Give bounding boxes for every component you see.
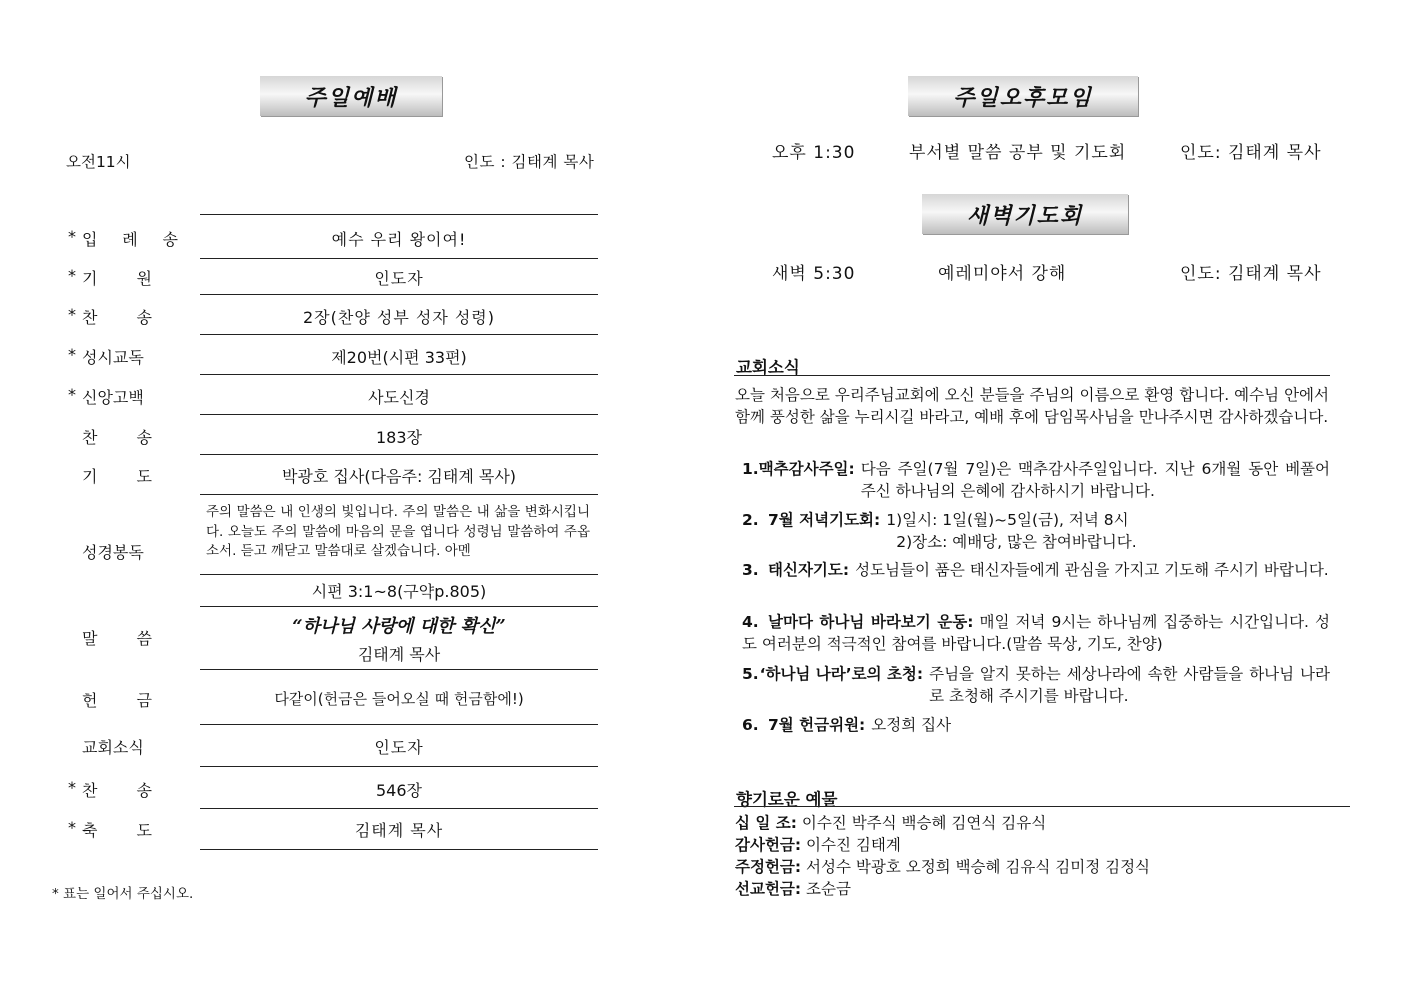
- dawn-time: 새벽 5:30: [772, 264, 856, 284]
- news-item-title: 7월 헌금위원:: [768, 716, 866, 734]
- order-value: 183장: [376, 428, 422, 447]
- row-divider: [200, 849, 598, 850]
- row-divider: [200, 414, 598, 415]
- order-label-text: 축 도: [82, 821, 152, 840]
- standing-footnote: * 표는 일어서 주십시오.: [52, 886, 194, 902]
- row-divider: [200, 606, 598, 607]
- news-item: [742, 611, 1330, 655]
- order-label-text: 교회소식: [82, 738, 144, 757]
- offering-row: 선교헌금: 조순금: [735, 880, 851, 898]
- order-label-text: 찬 송: [82, 781, 152, 800]
- standing-mark: *: [68, 345, 76, 364]
- sermon-preacher: 김태계 목사: [357, 645, 441, 664]
- order-label-text: 기 도: [82, 467, 152, 486]
- dawn-desc: 예레미야서 강해: [938, 264, 1067, 284]
- news-item-text: 1)일시: 1일(월)~5일(금), 저녁 8시 2)장소: 예배당, 많은 참여바랍니다.: [886, 511, 1137, 551]
- row-divider: [200, 214, 598, 215]
- dawn-prayer-banner: 새벽기도회: [922, 194, 1128, 234]
- standing-mark: *: [68, 385, 76, 404]
- order-label-text: 성시교독: [82, 348, 144, 367]
- news-item-number: 2.: [742, 511, 759, 529]
- order-label-text: 성경봉독: [82, 543, 144, 562]
- order-label-text: 신앙고백: [82, 388, 144, 407]
- news-item-text: 다음 주일(7월 7일)은 맥추감사주일입니다. 지난 6개월 동안 베풀어 주신 하나님의 은혜에 감사하시기 바랍니다.: [860, 460, 1330, 500]
- news-item-text: 성도님들이 품은 태신자들에게 관심을 가지고 기도해 주시기 바랍니다.: [855, 561, 1329, 579]
- afternoon-desc: 부서별 말씀 공부 및 기도회: [909, 143, 1127, 163]
- news-title-rule: [734, 375, 1330, 376]
- order-value: 546장: [376, 781, 422, 800]
- afternoon-time: 오후 1:30: [772, 143, 856, 163]
- news-item-number: 3.: [742, 561, 759, 579]
- news-item: [742, 458, 1330, 502]
- sunday-worship-banner: 주일예배: [260, 76, 442, 116]
- news-item-number: 4.: [742, 613, 759, 631]
- order-value: 인도자: [374, 738, 424, 757]
- worship-leader: 인도 : 김태계 목사: [464, 153, 595, 171]
- order-value: 인도자: [374, 269, 424, 288]
- news-item-title: ‘하나님 나라’로의 초청:: [759, 665, 924, 683]
- news-item-title: 날마다 하나님 바라보기 운동:: [768, 613, 974, 631]
- standing-mark: *: [68, 305, 76, 324]
- order-label-text: 찬 송: [82, 428, 152, 447]
- standing-mark: *: [68, 778, 76, 797]
- news-title: 교회소식: [736, 358, 800, 377]
- news-item-text: 매일 저녁 9시는 하나님께 집중하는 시간입니다. 성도 여러분의 적극적인 참여를 바랍니다.(말씀 묵상, 기도, 찬양): [742, 613, 1330, 653]
- order-value: 사도신경: [368, 388, 430, 407]
- afternoon-meeting-banner: 주일오후모임: [908, 76, 1138, 116]
- order-value: 박광호 집사(다음주: 김태계 목사): [281, 467, 517, 486]
- order-label-text: 말 씀: [82, 629, 152, 648]
- row-divider: [200, 258, 598, 259]
- row-divider: [200, 724, 598, 725]
- row-divider: [200, 334, 598, 335]
- news-item-title: 태신자기도:: [768, 561, 850, 579]
- news-item-title: 맥추감사주일:: [758, 460, 855, 478]
- row-divider: [200, 808, 598, 809]
- standing-mark: *: [68, 818, 76, 837]
- order-label-text: 찬 송: [82, 308, 152, 327]
- news-item-number: 1.: [742, 460, 759, 478]
- news-item-number: 6.: [742, 716, 759, 734]
- news-intro: 오늘 처음으로 우리주님교회에 오신 분들을 주님의 이름으로 환영 합니다. 예수님 안에서 함께 풍성한 삶을 누리시길 바라고, 예배 후에 담임목사님을 만나주시면 감사하겠습니다.: [735, 386, 1329, 426]
- offering-list: [735, 812, 1150, 900]
- news-item-text: 주님을 알지 못하는 세상나라에 속한 사람들을 하나님 나라로 초청해 주시기를 바랍니다.: [929, 665, 1330, 705]
- offering-title: 향기로운 예물: [736, 790, 838, 809]
- order-value: 김태계 목사: [354, 821, 444, 840]
- offering-title-rule: [734, 806, 1350, 807]
- order-value: 제20번(시편 33편): [331, 348, 467, 367]
- scripture-prayer: 주의 말씀은 내 인생의 빛입니다. 주의 말씀은 내 삶을 변화시킵니다. 오늘도 주의 말씀에 마음의 문을 엽니다 성령님 말씀하여 주옵소서. 듣고 깨닫고 말씀대로 살겠습니다. 아멘: [206, 504, 590, 559]
- standing-mark: *: [68, 266, 76, 285]
- row-divider: [200, 574, 598, 575]
- offering-row: 감사헌금: 이수진 김태계: [735, 836, 901, 854]
- order-value: 예수 우리 왕이여!: [331, 230, 467, 249]
- order-value: 2장(찬양 성부 성자 성령): [302, 308, 496, 327]
- order-value: 다같이(헌금은 들어오실 때 헌금함에!): [274, 690, 524, 708]
- row-divider: [200, 766, 598, 767]
- scripture-reference: 시편 3:1~8(구약p.805): [311, 582, 487, 601]
- news-item: [742, 559, 1330, 581]
- news-item-title: 7월 저녁기도회:: [768, 511, 881, 529]
- dawn-leader: 인도: 김태계 목사: [1180, 264, 1322, 284]
- worship-time: 오전11시: [66, 153, 131, 171]
- news-item-text: 오정희 집사: [871, 716, 952, 734]
- row-divider: [200, 294, 598, 295]
- order-label-text: 입 례 송: [82, 230, 178, 249]
- news-item: [742, 663, 1330, 707]
- offering-row: 주정헌금: 서성수 박광호 오정희 백승혜 김유식 김미정 김정식: [735, 858, 1151, 876]
- row-divider: [200, 374, 598, 375]
- row-divider: [200, 669, 598, 670]
- order-label-text: 헌 금: [82, 691, 152, 710]
- row-divider: [200, 454, 598, 455]
- offering-row: 십 일 조: 이수진 박주식 백승혜 김연식 김유식: [735, 814, 1047, 832]
- news-item: [742, 509, 1330, 553]
- row-divider: [200, 494, 598, 495]
- sermon-title: “하나님 사랑에 대한 확신”: [292, 616, 506, 637]
- news-item-number: 5.: [742, 665, 759, 683]
- order-label-text: 기 원: [82, 269, 152, 288]
- afternoon-leader: 인도: 김태계 목사: [1180, 143, 1322, 163]
- news-item: [742, 714, 1330, 736]
- standing-mark: *: [68, 227, 76, 246]
